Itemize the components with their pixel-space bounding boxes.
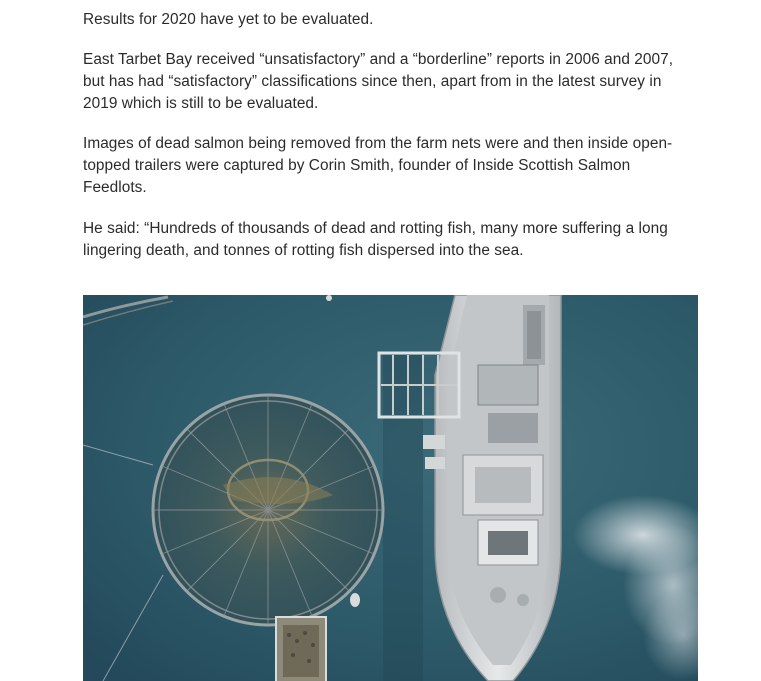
aerial-photo-illustration <box>83 295 698 681</box>
paragraph-east-tarbet-bay: East Tarbet Bay received “unsatisfactory” and a “borderline” reports in 2006 and 2007, but has had “satisfactory” classifications since then, apart from in the latest survey in 2019 which is still to be evaluated. <box>83 51 674 112</box>
paragraph-results-2020: Results for 2020 have yet to be evaluated. <box>83 11 374 28</box>
barge <box>276 617 326 681</box>
paragraph-quote: He said: “Hundreds of thousands of dead and rotting fish, many more suffering a long lingering death, and tonnes of rotting fish dispersed into the sea. <box>83 220 668 259</box>
small-boat <box>350 593 360 607</box>
paragraph-images-dead-salmon: Images of dead salmon being removed from the farm nets were and then inside open-topped trailers were captured by Corin Smith, founder of Inside Scottish Salmon Feedlots. <box>83 135 673 196</box>
fish-pen <box>153 395 383 625</box>
article-photo <box>83 295 698 681</box>
